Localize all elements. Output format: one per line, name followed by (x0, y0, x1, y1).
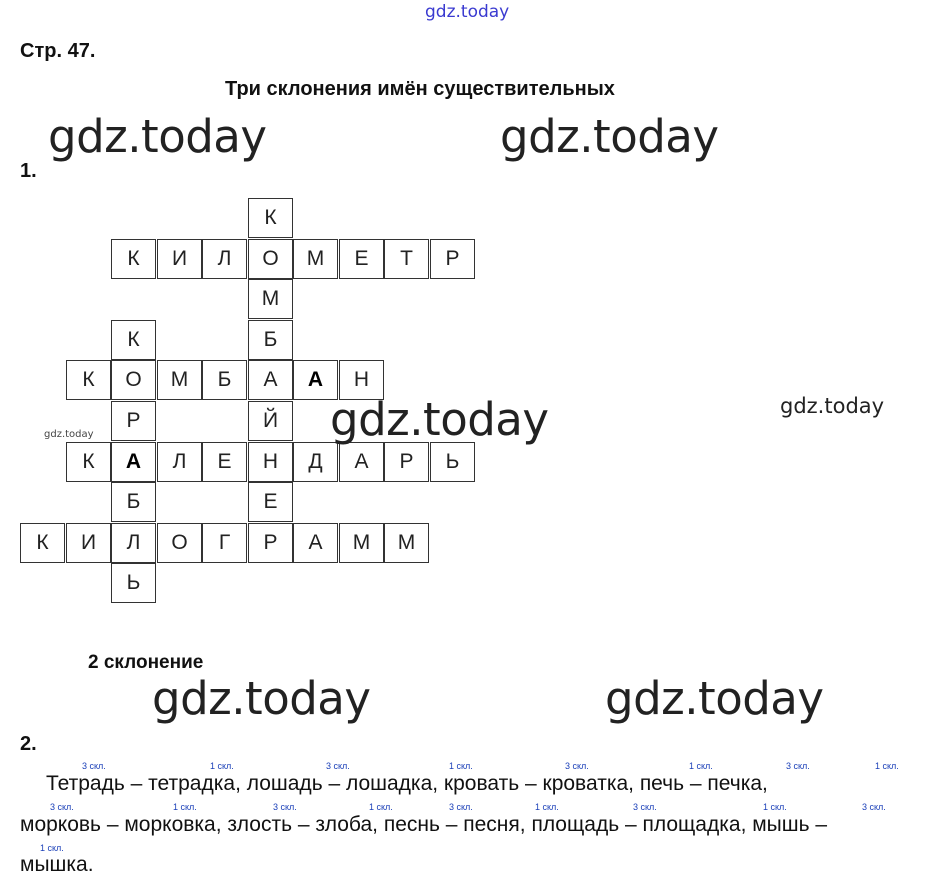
crossword-cell: М (339, 523, 384, 563)
declension-label: 1 скл. (173, 802, 197, 812)
crossword-cell: Е (339, 239, 384, 279)
task1-answer: 2 склонение (88, 652, 204, 673)
crossword-cell: О (248, 239, 293, 279)
crossword-cell: Р (111, 401, 156, 441)
declension-label: 3 скл. (326, 761, 350, 771)
crossword-cell: К (66, 442, 111, 482)
crossword-cell: И (157, 239, 202, 279)
declension-label: 1 скл. (763, 802, 787, 812)
declension-label: 1 скл. (40, 843, 64, 853)
declension-label: 3 скл. (565, 761, 589, 771)
crossword-cell: А (293, 523, 338, 563)
watermark: gdz.today (48, 110, 267, 163)
watermark: gdz.today (330, 393, 549, 446)
watermark: gdz.today (780, 394, 885, 418)
crossword-cell: Н (248, 442, 293, 482)
watermark: gdz.today (605, 672, 824, 725)
declension-label: 1 скл. (689, 761, 713, 771)
declension-label: 1 скл. (875, 761, 899, 771)
text-line: Тетрадь – тетрадка, лошадь – лошадка, кровать – кроватка, печь – печка, (46, 772, 768, 795)
page-title: Три склонения имён существительных (225, 78, 615, 100)
crossword-cell: Е (248, 482, 293, 522)
crossword-cell: Б (202, 360, 247, 400)
crossword-cell: Б (248, 320, 293, 360)
crossword-cell: Е (202, 442, 247, 482)
declension-label: 1 скл. (210, 761, 234, 771)
declension-label: 1 скл. (535, 802, 559, 812)
declension-label: 1 скл. (449, 761, 473, 771)
declension-label: 3 скл. (633, 802, 657, 812)
task-number: 2. (20, 733, 37, 755)
crossword-cell: Л (111, 523, 156, 563)
declension-label: 1 скл. (369, 802, 393, 812)
crossword-cell: Т (384, 239, 429, 279)
crossword-cell: Н (339, 360, 384, 400)
crossword-cell: М (157, 360, 202, 400)
crossword-cell: А (248, 360, 293, 400)
declension-label: 3 скл. (273, 802, 297, 812)
crossword-cell: М (248, 279, 293, 319)
crossword-cell: Ь (111, 563, 156, 603)
crossword-cell: К (20, 523, 65, 563)
crossword-cell-highlighted: А (111, 442, 156, 482)
watermark: gdz.today (44, 429, 94, 440)
crossword-cell: Й (248, 401, 293, 441)
crossword-cell: К (66, 360, 111, 400)
watermark-top: gdz.today (425, 2, 510, 22)
crossword-cell: О (111, 360, 156, 400)
declension-label: 3 скл. (862, 802, 886, 812)
crossword-cell: Д (293, 442, 338, 482)
crossword-cell: Ь (430, 442, 475, 482)
declension-label: 3 скл. (449, 802, 473, 812)
crossword-cell: Г (202, 523, 247, 563)
text-line: морковь – морковка, злость – злоба, песнь – песня, площадь – площадка, мышь – (20, 813, 828, 836)
crossword-cell: Р (384, 442, 429, 482)
crossword-cell: Л (202, 239, 247, 279)
crossword-cell: Л (157, 442, 202, 482)
crossword-cell: М (384, 523, 429, 563)
task-number: 1. (20, 160, 37, 182)
crossword-cell: К (248, 198, 293, 238)
crossword-cell-highlighted: А (293, 360, 338, 400)
crossword-cell: А (339, 442, 384, 482)
crossword-cell: О (157, 523, 202, 563)
declension-label: 3 скл. (82, 761, 106, 771)
crossword-cell: Р (248, 523, 293, 563)
crossword-cell: К (111, 320, 156, 360)
crossword-cell: К (111, 239, 156, 279)
crossword-cell: Р (430, 239, 475, 279)
declension-label: 3 скл. (786, 761, 810, 771)
crossword-cell: Б (111, 482, 156, 522)
watermark: gdz.today (500, 110, 719, 163)
page-number: Стр. 47. (20, 40, 96, 62)
crossword-cell: М (293, 239, 338, 279)
text-line: мышка. (20, 853, 94, 876)
crossword-cell: И (66, 523, 111, 563)
declension-label: 3 скл. (50, 802, 74, 812)
watermark: gdz.today (152, 672, 371, 725)
